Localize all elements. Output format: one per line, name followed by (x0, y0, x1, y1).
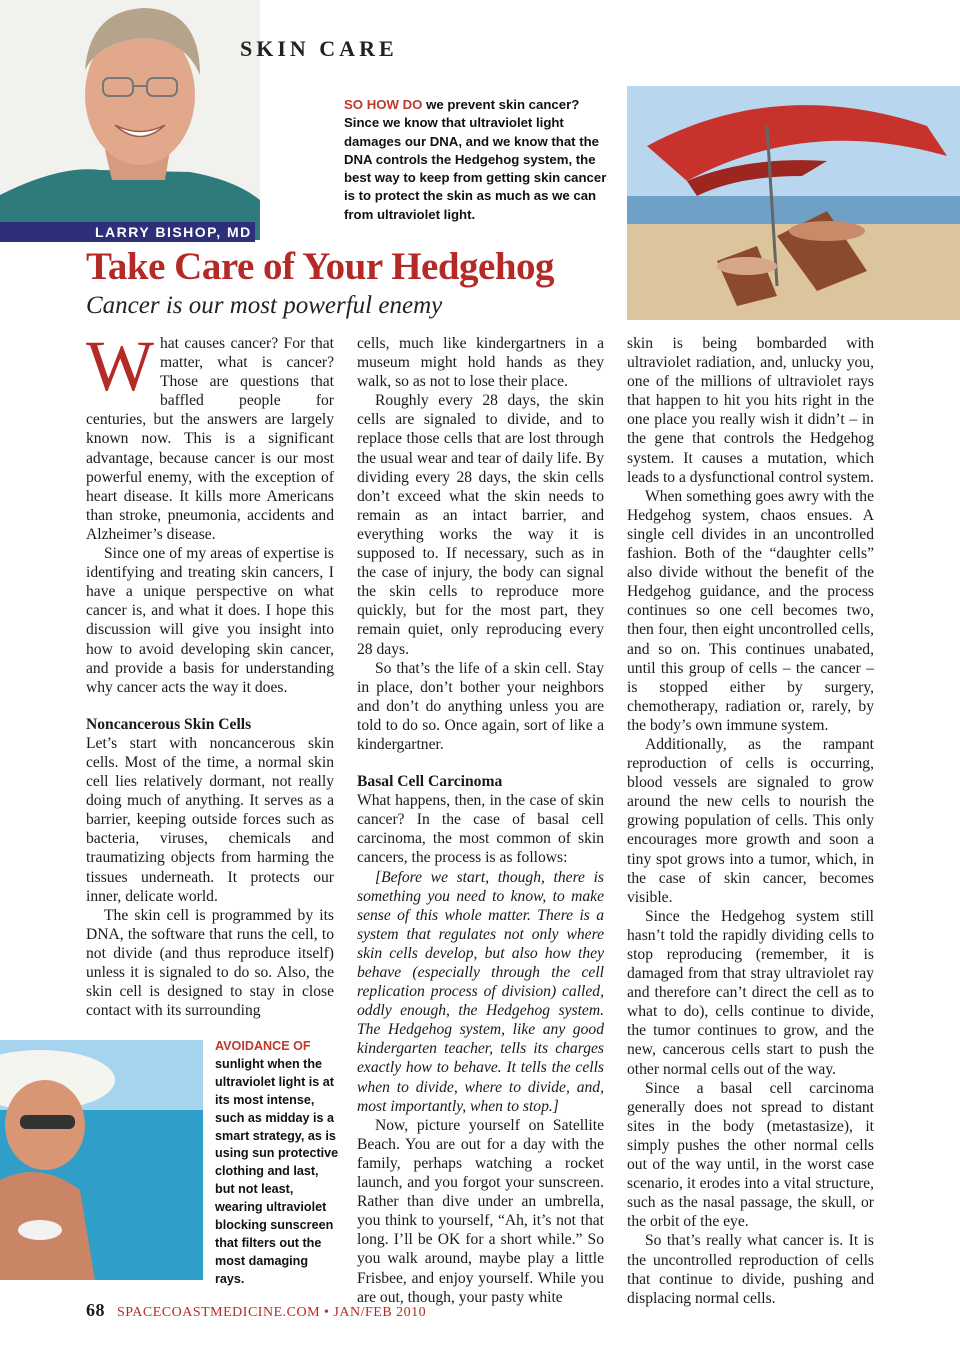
website: SPACECOASTMEDICINE.COM (117, 1305, 321, 1320)
sunhat-woman-photo (0, 1040, 203, 1280)
italic-paragraph: [Before we start, though, there is something you need to know, to make sense of this whole matter. There is a system that regulates not only where skin cells develop, but also how they behave (especially through the cell replication process of division) called, oddly enough, the Hedgehog system. The Hedgehog system, like any good kindergarten teacher, tells its charges exactly how to behave. It tells the cells when to divide, where to divide, and, most importantly, when to stop.] (357, 868, 604, 1115)
separator: • (324, 1305, 330, 1320)
paragraph: Since the Hedgehog system still hasn’t told the rapidly dividing cells to stop reproducing (remember, it is damaged from that stray ultraviolet ray and therefore can’t direct the cell as to what to do), cells continue to divide, the tumor continues to grow, and the new, cancerous cells start to push the other normal cells out of the way. (627, 907, 874, 1078)
page-footer (86, 1300, 426, 1321)
paragraph: hat causes cancer? For that matter, what is cancer? Those are questions that baffled people for centuries, but the answers are largely known now. This is a significant advantage, because cancer is our most powerful enemy, with the exception of heart disease. It kills more Americans than stroke, pneumonia, accidents and Alzheimer’s disease. (86, 335, 334, 543)
article-column-1 (86, 326, 334, 1020)
paragraph: cells, much like kindergartners in a museum might hold hands as they walk, so as not to lose their place. (357, 335, 604, 391)
drop-cap: W (86, 326, 154, 406)
beach-umbrella-photo (627, 86, 960, 320)
paragraph: Since one of my areas of expertise is identifying and treating skin cancers, I have a unique perspective on what cancer is, and what it does. I hope this discussion will give you insight into how to avoid developing skin cancer, and provide a basis for understanding why cancer acts the way it does. (86, 545, 334, 696)
paragraph: Let’s start with noncancerous skin cells. Most of the time, a normal skin cell lies relatively dormant, not really doing much of anything. It serves as a barrier, keeping outside forces such as bacteria, viruses, chemicals and traumatizing objects from harming the tissues underneath. It protects our inner, delicate world. (86, 734, 334, 905)
caption-lead: AVOIDANCE OF (215, 1039, 311, 1053)
author-photo (0, 0, 260, 240)
subhead: Cancer is our most powerful enemy (86, 292, 443, 319)
issue-date: JAN/FEB 2010 (333, 1305, 427, 1320)
article-column-2 (357, 334, 604, 1307)
paragraph: What happens, then, in the case of skin cancer? In the case of basal cell carcinoma, the most common of skin cancers, the process is as follows: (357, 792, 604, 867)
paragraph: Additionally, as the rampant reproduction of cells is occurring, blood vessels are signaled to grow around the new cells to nourish the growing population of cells. This only encourages more growth and soon a tiny spot grows into a tumor, which, in the case of skin cancer, becomes visible. (627, 735, 874, 906)
paragraph: Since a basal cell carcinoma generally does not spread to distant sites in the body (metastasize), it simply pushes the other normal cells out of the way until, in the worst case scenario, it erodes into a vital structure, such as the nasal passage, the skull, or the orbit of the eye. (627, 1079, 874, 1231)
paragraph: Now, picture yourself on Satellite Beach. You are out for a day with the family, perhaps watching a rocket launch, and you forgot your sunscreen. Rather than dive under an umbrella, you think to yourself, “Ah, it’s not that long. I’ll be OK for a short while.” So you walk around, maybe play a little Frisbee, and enjoy yourself. While you are out, though, your pasty white (357, 1116, 604, 1306)
section-heading: Basal Cell Carcinoma (357, 773, 503, 791)
section-heading: Noncancerous Skin Cells (86, 715, 252, 733)
pull-quote-text: we prevent skin cancer? Since we know that ultraviolet light damages our DNA, and we know that the DNA controls the Hedgehog system, the best way to keep from getting skin cancer is to protect the skin as much as we can from ultraviolet light. (344, 97, 607, 222)
caption-text: sunlight when the ultraviolet light is at its most intense, such as midday is a smart strategy, as is using sun protective clothing and last, but not least, wearing ultraviolet blocking sunscreen that filters out the most damaging rays. (215, 1056, 339, 1286)
paragraph: The skin cell is programmed by its DNA, the software that runs the cell, to not divide (and thus reproduce itself) unless it is signaled to do so. Also, the skin cell is designed to stay in close contact with its surrounding (86, 906, 334, 1020)
paragraph: skin is being bombarded with ultraviolet radiation, and, unlucky you, one of the millions of ultraviolet rays that happen to hit you hits right in the one place you really wish it didn’t – in the gene that controls the Hedgehog system. It causes a mutation, which leads to a dysfunctional control system. (627, 335, 874, 486)
article-column-3 (627, 334, 874, 1308)
paragraph: When something goes awry with the Hedgehog system, chaos ensues. A single cell divides in an uncontrolled fashion. Both of the “daughter cells” also divide without the benefit of the Hedgehog guidance, and the process continues so one cell becomes two, then four, then eight uncontrolled cells, and so on. This continues unabated, until this group of cells – the cancer – is stopped either by surgery, chemotherapy, radiation or, rarely, by the body’s own immune system. (627, 487, 874, 734)
pull-quote-lead: SO HOW DO (344, 97, 423, 112)
paragraph: So that’s really what cancer is. It is the uncontrolled reproduction of cells that continue to divide, pushing and displacing normal cells. (627, 1232, 874, 1307)
pull-quote (344, 96, 612, 224)
photo-caption (215, 1038, 340, 1289)
section-title: SKIN CARE (240, 36, 398, 61)
paragraph: So that’s the life of a skin cell. Stay in place, don’t bother your neighbors and don’t do anything unless you are told to do so. Once again, sort of like a kindergartner. (357, 659, 604, 753)
page-number: 68 (86, 1300, 105, 1320)
headline: Take Care of Your Hedgehog (86, 245, 555, 288)
author-name: LARRY BISHOP, MD (0, 222, 255, 242)
paragraph: Roughly every 28 days, the skin cells are signaled to divide, and to replace those cells that are lost through the usual wear and tear of daily life. By dividing every 28 days, the skin cells don’t exceed what the skin needs to remain as an intact barrier, and everything works the way it is supposed to. If necessary, such as in the case of injury, the body can signal the skin cells to reproduce more quickly, but for the most part, they remain quiet, only reproducing every 28 days. (357, 392, 604, 658)
